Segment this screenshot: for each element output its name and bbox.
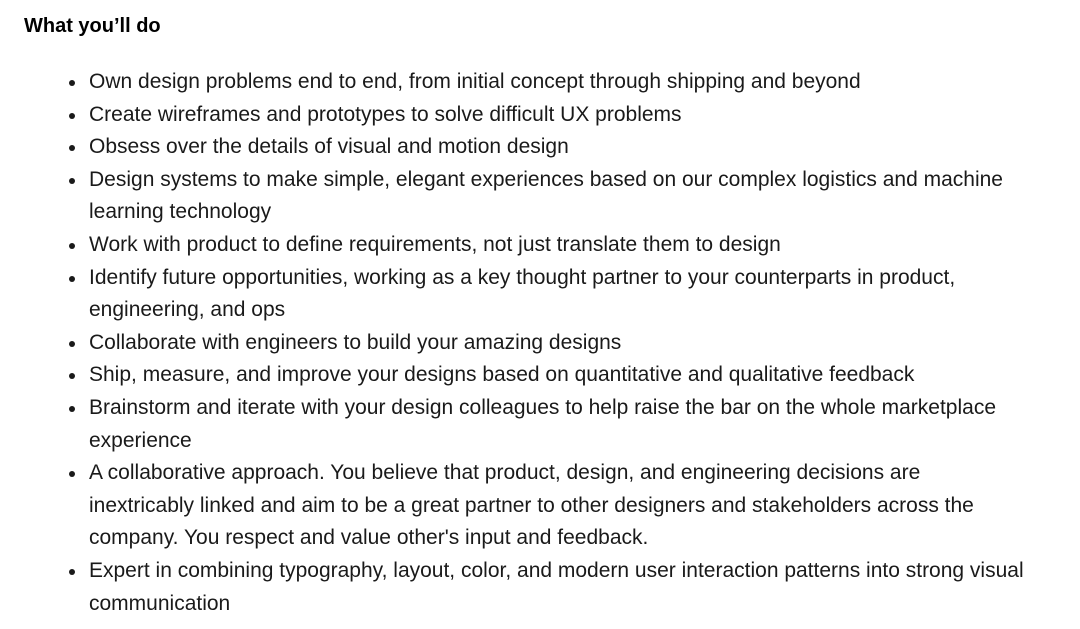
list-item-text: Ship, measure, and improve your designs based on quantitative and qualitative feedback [89, 363, 915, 387]
list-item-text: Identify future opportunities, working as a key thought partner to your counterparts in product, engineering, and ops [89, 265, 956, 322]
section-heading: What you’ll do [24, 15, 161, 37]
list-item [24, 229, 1024, 262]
list-item [24, 99, 1024, 132]
list-item-text: Brainstorm and iterate with your design colleagues to help raise the bar on the whole marketplace experience [89, 395, 997, 452]
list-item-text: A collaborative approach. You believe that product, design, and engineering decisions are inextricably linked and aim to be a great partner to other designers and stakeholders across the company. You respect and value other's input and feedback. [89, 461, 974, 550]
list-item-text: Work with product to define requirements, not just translate them to design [89, 232, 781, 256]
list-item [24, 327, 1024, 360]
bullet-icon [69, 569, 75, 575]
list-item-text: Expert in combining typography, layout, color, and modern user interaction patterns into strong visual communication [89, 558, 1024, 615]
list-item-text: Obsess over the details of visual and motion design [89, 135, 569, 159]
bullet-icon [69, 113, 75, 119]
bullet-icon [69, 406, 75, 412]
list-item [24, 359, 1024, 392]
bullet-icon [69, 178, 75, 184]
list-item-text: Design systems to make simple, elegant experiences based on our complex logistics and machine learning technology [89, 167, 1003, 224]
list-item [24, 262, 1024, 327]
bullet-icon [69, 145, 75, 151]
list-item [24, 66, 1024, 99]
bullet-icon [69, 471, 75, 477]
list-item-text: Create wireframes and prototypes to solve difficult UX problems [89, 102, 682, 126]
bullet-icon [69, 243, 75, 249]
responsibilities-list [24, 66, 1024, 620]
list-item [24, 131, 1024, 164]
list-item [24, 555, 1024, 620]
bullet-icon [69, 276, 75, 282]
list-item [24, 457, 1024, 555]
bullet-icon [69, 80, 75, 86]
list-item [24, 164, 1024, 229]
bullet-icon [69, 373, 75, 379]
list-item-text: Collaborate with engineers to build your amazing designs [89, 330, 622, 354]
bullet-icon [69, 341, 75, 347]
list-item-text: Own design problems end to end, from initial concept through shipping and beyond [89, 70, 861, 93]
list-item [24, 392, 1024, 457]
